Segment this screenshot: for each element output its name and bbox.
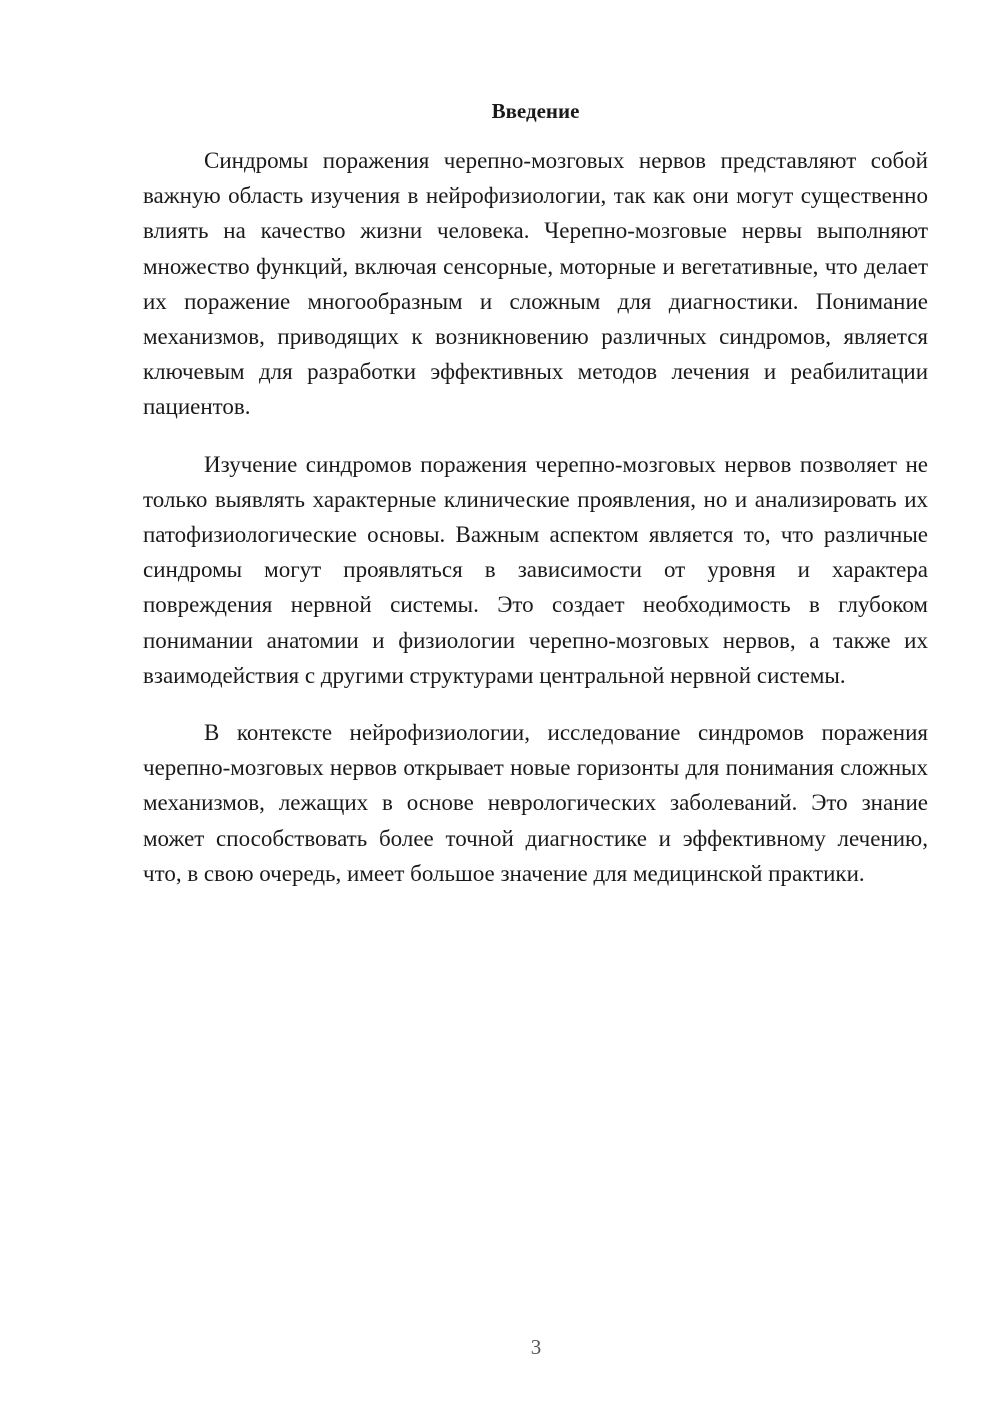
body-text xyxy=(143,143,928,913)
paragraph-3: В контексте нейрофизиологии, исследование синдромов поражения черепно-мозговых нервов открывает новые горизонты для понимания сложных механизмов, лежащих в основе неврологических заболеваний. Это знание может способствовать более точной диагностике и эффективному лечению, что, в свою очередь, имеет большое значение для медицинской практики. xyxy=(143,720,928,886)
paragraph-2: Изучение синдромов поражения черепно-мозговых нервов позволяет не только выявлять характерные клинические проявления, но и анализировать их патофизиологические основы. Важным аспектом является то, что различные синдромы могут проявляться в зависимости от уровня и характера повреждения нервной системы. Это создает необходимость в глубоком понимании анатомии и физиологии черепно-мозговых нервов, а также их взаимодействия с другими структурами центральной нервной системы. xyxy=(143,451,928,688)
page-number: 3 xyxy=(530,1335,542,1359)
paragraph-1: Синдромы поражения черепно-мозговых нервов представляют собой важную область изучения в нейрофизиологии, так как они могут существенно влиять на качество жизни человека. Черепно-мозговые нервы выполняют множество функций, включая сенсорные, моторные и вегетативные, что делает их поражение многообразным и сложным для диагностики. Понимание механизмов, приводящих к возникновению различных синдромов, является ключевым для разработки эффективных методов лечения и реабилитации пациентов. xyxy=(143,148,928,420)
section-heading: Введение xyxy=(491,99,580,123)
